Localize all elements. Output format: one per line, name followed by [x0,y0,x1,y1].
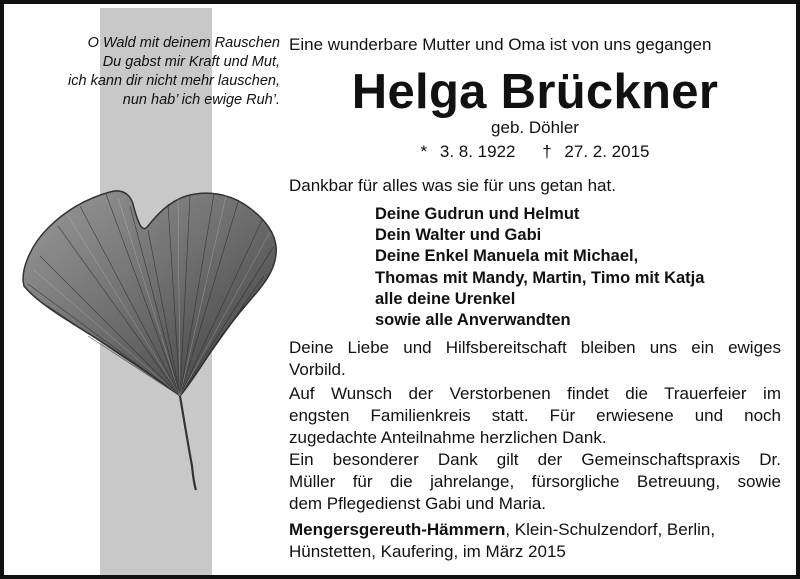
place-line-1 [289,519,781,541]
paragraph-line: engsten Familienkreis statt. Für erwiesene und noch [289,406,781,425]
paragraph-line: Auf Wunsch der Verstorbenen findet die Trauerfeier im [289,384,781,403]
paragraph-line: Müller für die jahrelange, fürsorgliche Betreuung, sowie [289,472,781,491]
birth-date: 3. 8. 1922 [439,142,516,161]
mourner-line: alle deine Urenkel [375,289,516,308]
funeral-paragraph [289,383,781,515]
cross-icon: † [542,142,552,161]
birth-symbol: * [420,142,428,161]
mourner-line: Deine Enkel Manuela mit Michael, [375,247,639,266]
life-dates [289,141,781,163]
mourner-line: Deine Gudrun und Helmut [375,205,580,223]
poem [14,34,280,110]
mourner-line: Dein Walter und Gabi [375,226,542,245]
paragraph-line: zugedachte Anteilnahme herzlichen Dank. [289,428,607,447]
mourner-line: Thomas mit Mandy, Martin, Timo mit Katja [375,268,705,287]
mourner-line: sowie alle Anverwandten [375,311,571,330]
paragraph-line: Vorbild. [289,360,346,379]
place-bold: Mengersgereuth-Hämmern [289,520,506,539]
thanks-line: Dankbar für alles was sie für uns getan hat. [289,176,616,195]
place-line-2: Hünstetten, Kaufering, im März 2015 [289,542,566,561]
tribute-paragraph [289,337,781,381]
deceased-name: Helga Brückner [351,65,719,119]
paragraph-line: dem Pflegedienst Gabi und Maria. [289,494,547,513]
paragraph-line: Ein besonderer Dank gilt der Gemeinschaftspraxis Dr. [289,450,781,469]
poem-line: nun hab’ ich ewige Ruh’. [122,92,280,108]
ginkgo-leaf-icon [18,186,284,492]
poem-line: ich kann dir nicht mehr lauschen, [68,73,280,89]
poem-line: Du gabst mir Kraft und Mut, [102,54,280,70]
maiden-name: geb. Döhler [491,118,579,137]
paragraph-line: Deine Liebe und Hilfsbereitschaft bleiben uns ein ewiges [289,338,781,357]
place-rest: , Klein-Schulzendorf, Berlin, [505,520,716,539]
death-date: 27. 2. 2015 [564,142,650,161]
headline: Eine wunderbare Mutter und Oma ist von uns gegangen [289,35,712,54]
poem-line: O Wald mit deinem Rauschen [87,35,280,51]
place-and-date [289,519,781,563]
mourners-list [375,204,785,331]
